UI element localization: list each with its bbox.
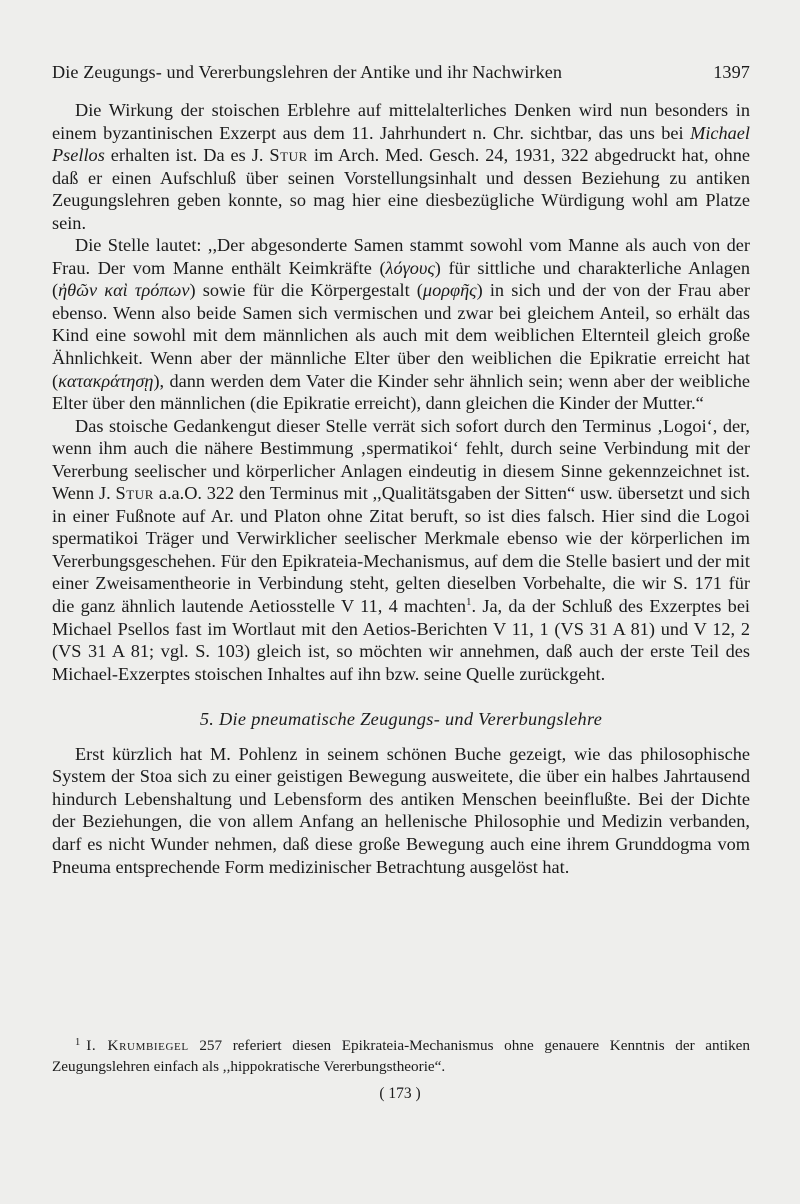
footnote <box>52 1036 750 1077</box>
running-header <box>0 62 800 90</box>
section-number: 5. <box>199 709 215 730</box>
footnote-mark: 1 <box>75 1037 81 1048</box>
author-name: Stur <box>269 145 308 166</box>
running-title: Die Zeugungs- und Vererbungslehren der Antike und ihr Nachwirken <box>52 62 563 82</box>
paragraph-4: Erst kürzlich hat M. Pohlenz in seinem schönen Buche gezeigt, wie das philosophische System der Stoa sich zu einer geistigen Bewegung ausweitete, die über ein halbes Jahrtausend hindurch Lebenshaltung und Lebensform des antiken Menschen beeinflußte. Bei der Dichte der Beziehungen, die von allem Anfang an hellenische Philosophie und Medizin verbanden, darf es nicht Wunder nehmen, daß diese große Bewegung auch eine ihrem Grunddogma vom Pneuma entsprechende Form medizinischer Betrachtung ausgelöst hat. <box>52 743 750 877</box>
greek-term: κατακράτησῃ <box>58 370 154 391</box>
footnote-reference[interactable]: 1 <box>465 596 472 609</box>
text-run: Das stoische Gedankengut dieser Stelle verrät sich sofort durch den Terminus ‚Logoi‘, der, wenn ihm auch die nähere Bestimmung ‚spermatikoi‘ fehlt, durch seine Verbindung mit der Vererbung seelischer und körperlicher Anlagen eindeutig in diesem Sinne gekennzeichnet ist. Wenn J. <box>52 415 750 504</box>
paragraph-2 <box>52 234 750 414</box>
text-run: a.a.O. 322 den Terminus mit ,,Qualitätsgaben der Sitten“ usw. übersetzt und sich in einer Fußnote auf Ar. und Platon ohne Zitat beruft, so ist dies falsch. Hier sind die Logoi spermatikoi Träger und Verwirklicher seelischer Merkmale ebenso wie der körperlichen im Vererbungsgeschehen. Für den Epikrateia-Mechanismus, auf dem die Stelle basiert und der mit einer Zweisamentheorie in Verbindung steht, gelten dieselben Vorbehalte, die wir S. 171 für die ganz ähnlich lautende Aetiosstelle V 11, 4 machten <box>52 483 750 617</box>
person-name: Michael Psellos <box>52 122 750 166</box>
author-name: Stur <box>115 483 155 504</box>
footnote-author: I. Krumbiegel <box>86 1037 189 1054</box>
paragraph-1 <box>52 99 750 234</box>
text-run: ) in sich und der von der Frau aber ebenso. Wenn also beide Samen sich vermischen und zwar bei gleichem Anteil, so erhält das Kind eine sowohl mit dem männlichen als auch mit dem weiblichen Elternteil gleich große Ähnlichkeit. Wenn aber der männliche Elter über den weiblichen die Epikratie erreicht hat ( <box>52 280 750 391</box>
greek-term: μορφῆς <box>422 280 477 301</box>
main-text <box>52 99 750 878</box>
greek-term: λόγους <box>385 257 435 278</box>
text-run: Die Wirkung der stoischen Erblehre auf mittelalterliches Denken wird nun besonders in einem byzantinischen Exzerpt aus dem 11. Jahrhundert n. Chr. sichtbar, das uns bei <box>52 100 750 143</box>
text-run: Die Stelle lautet: ,,Der abgesonderte Samen stammt sowohl vom Manne als auch von der Frau. Der vom Manne enthält Keimkräfte ( <box>52 235 750 278</box>
text-run: ), dann werden dem Vater die Kinder sehr ähnlich sein; wenn aber der weibliche Elter über den männlichen (die Epikratie erreicht), dann gleichen die Kinder der Mutter.“ <box>52 370 750 414</box>
text-run: erhalten ist. Da es J. <box>104 145 270 166</box>
text-run: ) sowie für die Körpergestalt ( <box>189 280 423 301</box>
text-run: im Arch. Med. Gesch. 24, 1931, 322 abgedruckt hat, ohne daß er einen Aufschluß über seinen Vorstellungsinhalt und dessen Beziehung zu antiken Zeugungslehren geben konnte, so mag hier eine diesbezügliche Würdigung wohl am Platze sein. <box>52 145 750 233</box>
paragraph-3 <box>52 415 750 686</box>
text-run: ) für sittliche und charakterliche Anlagen ( <box>52 257 751 301</box>
text-run: . Ja, da der Schluß des Exzerptes bei Michael Psellos fast im Wortlaut mit den Aetios-Berichten V 11, 1 (VS 31 A 81) und V 12, 2 (VS 31 A 81; vgl. S. 103) gleich ist, so möchten wir annehmen, daß auch der erste Teil des Michael-Exzerptes stoischen Inhaltes auf ihn bzw. seine Quelle zurückgeht. <box>52 596 751 684</box>
footnote-text: 257 referiert diesen Epikrateia-Mechanismus ohne genauere Kenntnis der antiken Zeugungslehren einfach als ,,hippokratische Vererbungstheorie“. <box>52 1037 750 1075</box>
folio-number: ( 173 ) <box>379 1085 421 1102</box>
greek-term: ἠθῶν καὶ τρόπων <box>58 280 190 301</box>
section-heading <box>52 708 750 731</box>
header-page-number: 1397 <box>713 62 750 82</box>
section-title: Die pneumatische Zeugungs- und Vererbungslehre <box>219 709 603 730</box>
